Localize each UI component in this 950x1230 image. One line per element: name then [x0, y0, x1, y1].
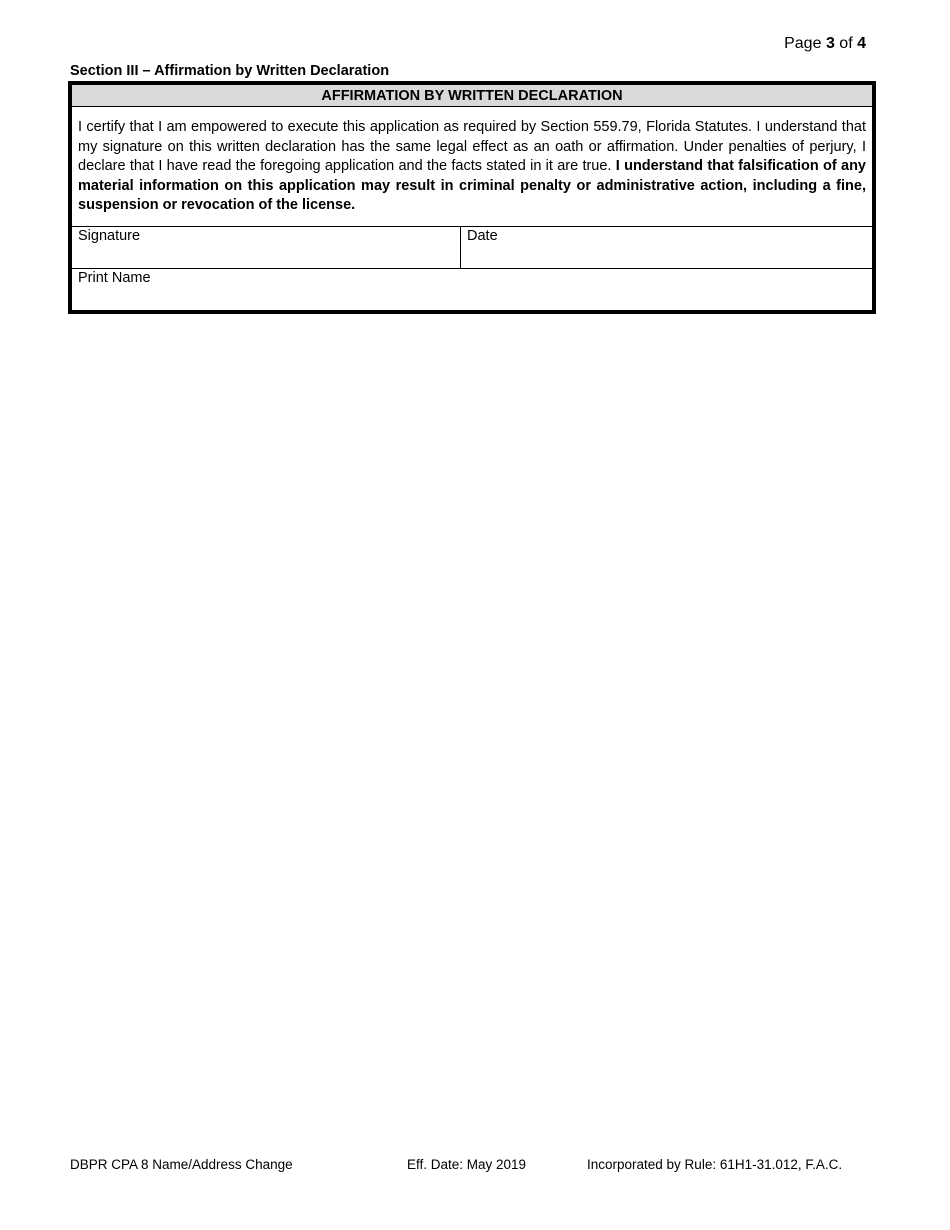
date-field[interactable]: [461, 227, 872, 268]
section-title: Section III – Affirmation by Written Declaration: [70, 63, 390, 79]
signature-field[interactable]: [72, 227, 461, 268]
statement-regular: I certify that I am empowered to execute this application as required by Section 559.79, Florida Statutes. I understand that my signature on this written declaration has the same legal effect as an oath or affirmation. Under penalties of perjury, I declare that I have read the foregoing application and the facts stated in it are true.: [78, 119, 866, 174]
page-of: of: [839, 35, 853, 52]
page-number: [784, 35, 866, 53]
signature-label: Signature: [78, 227, 141, 244]
signature-row: [72, 227, 872, 269]
affirmation-header: AFFIRMATION BY WRITTEN DECLARATION: [72, 85, 872, 107]
footer-form-name: DBPR CPA 8 Name/Address Change: [70, 1157, 293, 1172]
print-name-row: [72, 269, 872, 310]
page-label: Page: [784, 35, 822, 52]
footer-rule: Incorporated by Rule: 61H1-31.012, F.A.C.: [587, 1157, 843, 1172]
affirmation-box: [68, 81, 876, 314]
print-name-label: Print Name: [78, 269, 151, 286]
print-name-field[interactable]: [72, 269, 872, 310]
date-label: Date: [467, 227, 498, 244]
page-total: 4: [857, 35, 866, 52]
page-current: 3: [825, 35, 835, 52]
affirmation-statement: [72, 107, 872, 227]
footer-eff-date: Eff. Date: May 2019: [407, 1157, 527, 1172]
statement-bold: I understand that falsification of any material information on this application may result in criminal penalty or administrative action, including a fine, suspension or revocation of the license.: [78, 158, 866, 213]
